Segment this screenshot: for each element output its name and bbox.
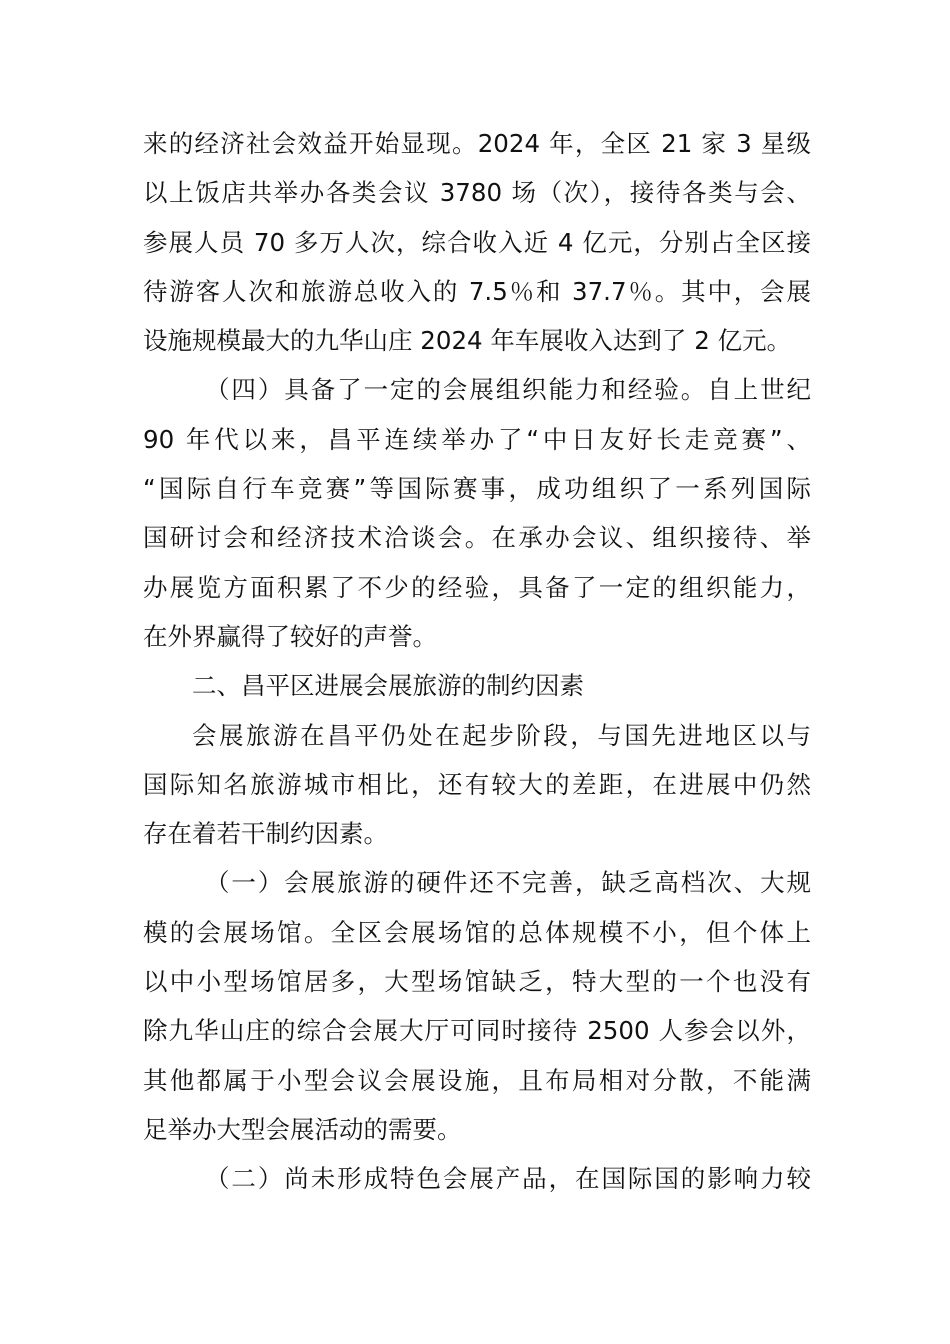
text-line: 其他都属于小型会议会展设施，且布局相对分散，不能满	[143, 1065, 811, 1095]
text-line: 模的会展场馆。全区会展场馆的总体规模不小，但个体上	[143, 917, 811, 947]
text-line: 以上饭店共举办各类会议 3780 场（次），接待各类与会、	[143, 178, 811, 208]
text-line: 存在着若干制约因素。	[143, 819, 388, 849]
text-line: 办展览方面积累了不少的经验，具备了一定的组织能力，	[143, 572, 811, 602]
text-line: 足举办大型会展活动的需要。	[143, 1114, 462, 1144]
text-line: 参展人员 70 多万人次，综合收入近 4 亿元，分别占全区接	[143, 227, 811, 257]
text-line: 以中小型场馆居多，大型场馆缺乏，特大型的一个也没有	[143, 967, 811, 997]
paragraph-start-line: 会展旅游在昌平仍处在起步阶段，与国先进地区以与	[192, 720, 811, 750]
body-text	[143, 119, 811, 1204]
text-line: 国际知名旅游城市相比，还有较大的差距，在进展中仍然	[143, 769, 811, 799]
text-line: 除九华山庄的综合会展大厅可同时接待 2500 人参会以外，	[143, 1016, 811, 1046]
section-heading-line: （二）尚未形成特色会展产品，在国际国的影响力较	[205, 1164, 811, 1194]
text-line: 国研讨会和经济技术洽谈会。在承办会议、组织接待、举	[143, 523, 811, 553]
text-line: “国际自行车竞赛”等国际赛事，成功组织了一系列国际	[143, 474, 811, 504]
section-heading-line: （四）具备了一定的会展组织能力和经验。自上世纪	[205, 375, 811, 405]
section-heading-line: （一）会展旅游的硬件还不完善，缺乏高档次、大规	[205, 868, 811, 898]
text-line: 90 年代以来，昌平连续举办了“中日友好长走竞赛”、	[143, 424, 811, 454]
text-line: 待游客人次和旅游总收入的 7.5％和 37.7％。其中，会展	[143, 276, 811, 306]
chapter-heading: 二、昌平区进展会展旅游的制约因素	[192, 671, 584, 701]
text-line: 在外界赢得了较好的声誉。	[143, 621, 437, 651]
text-line: 设施规模最大的九华山庄 2024 年车展收入达到了 2 亿元。	[143, 326, 792, 356]
text-line: 来的经济社会效益开始显现。2024 年，全区 21 家 3 星级	[143, 129, 811, 158]
